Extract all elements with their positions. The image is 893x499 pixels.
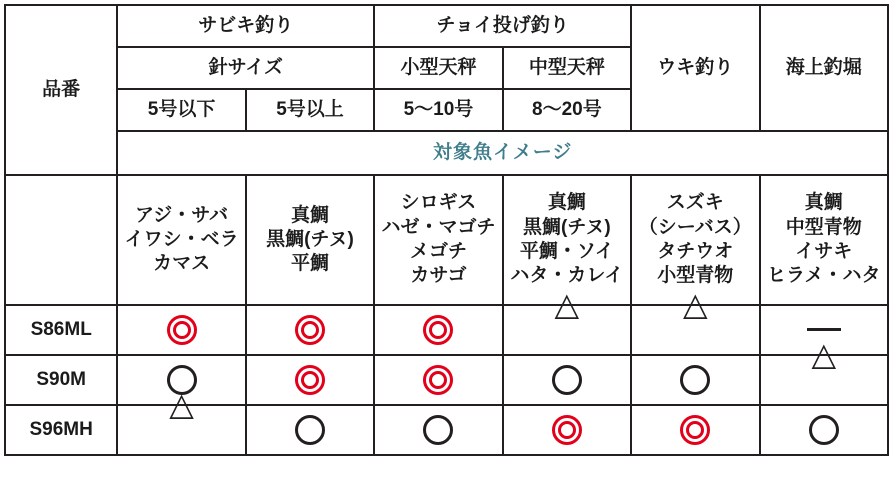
rating-double-circle-icon	[680, 415, 710, 445]
rating-cell	[374, 405, 502, 455]
rating-cell	[631, 355, 759, 405]
rating-dash-icon	[807, 328, 841, 331]
rating-triangle-icon	[678, 316, 712, 345]
fish-line: ハタ・カレイ	[510, 265, 624, 287]
fish-line: カサゴ	[410, 265, 467, 287]
rating-double-circle-icon	[167, 315, 197, 345]
rating-cell	[117, 305, 245, 355]
fish-line: ヒラメ・ハタ	[767, 265, 881, 287]
size-5-10go: 5〜10号	[374, 89, 502, 131]
rating-cell	[503, 405, 631, 455]
model-name-cell: S90M	[5, 355, 117, 405]
fish-line: 黒鯛(チヌ)	[523, 216, 611, 238]
rating-cell	[503, 355, 631, 405]
fish-line: （シーバス）	[638, 216, 752, 238]
table-row	[5, 405, 888, 455]
fish-line: 平鯛・ソイ	[519, 241, 614, 262]
corner-label-hinban: 品番	[5, 5, 117, 175]
corner-label-hinban-spacer	[5, 175, 117, 305]
fish-line: 小型青物	[657, 265, 734, 287]
rating-cell	[246, 305, 374, 355]
rating-cell	[246, 355, 374, 405]
rating-double-circle-icon	[423, 365, 453, 395]
model-name-cell: S96MH	[5, 405, 117, 455]
size-8-20go: 8〜20号	[503, 89, 631, 131]
fish-line: カマス	[153, 253, 211, 275]
fish-line: 真鯛	[291, 204, 330, 226]
rating-circle-icon	[423, 415, 453, 445]
fish-line: 中型青物	[785, 216, 862, 238]
size-5go-ika: 5号以下	[117, 89, 245, 131]
sub-kogata-tenbin: 小型天秤	[374, 47, 502, 89]
spec-comparison-sheet	[0, 4, 893, 499]
rating-cell	[631, 405, 759, 455]
group-uki: ウキ釣り	[631, 5, 759, 131]
fish-line: ハゼ・マゴチ	[381, 216, 496, 238]
fish-line: メゴチ	[409, 241, 467, 262]
fish-column-6	[760, 175, 889, 305]
rating-triangle-icon	[807, 366, 841, 395]
fish-column-2	[246, 175, 374, 305]
compatibility-table	[4, 4, 889, 456]
fish-line: 真鯛	[547, 192, 586, 214]
header-row-fish	[5, 175, 888, 305]
rating-cell	[246, 405, 374, 455]
rating-cell	[374, 355, 502, 405]
fish-line: イサキ	[795, 241, 853, 262]
fish-line: 平鯛	[291, 253, 330, 275]
rating-circle-icon	[552, 365, 582, 395]
rating-double-circle-icon	[423, 315, 453, 345]
rating-cell	[631, 305, 759, 355]
rating-cell	[117, 405, 245, 455]
rating-circle-icon	[809, 415, 839, 445]
fish-column-3	[374, 175, 502, 305]
rating-cell	[503, 305, 631, 355]
fish-line: シロギス	[400, 192, 477, 214]
rating-double-circle-icon	[295, 315, 325, 345]
fish-column-1	[117, 175, 245, 305]
sub-chugata-tenbin: 中型天秤	[503, 47, 631, 89]
rating-double-circle-icon	[295, 365, 325, 395]
rating-cell	[760, 355, 889, 405]
rating-cell	[760, 405, 889, 455]
rating-triangle-icon	[550, 316, 584, 345]
rating-triangle-icon	[165, 416, 199, 445]
table-row	[5, 305, 888, 355]
rating-cell	[374, 305, 502, 355]
target-fish-band-label: 対象魚イメージ	[117, 131, 888, 175]
rating-circle-icon	[680, 365, 710, 395]
rating-double-circle-icon	[552, 415, 582, 445]
group-kaijotsuribori: 海上釣堀	[760, 5, 889, 131]
model-name-cell: S86ML	[5, 305, 117, 355]
fish-line: タチウオ	[657, 241, 734, 262]
header-row-target-band	[5, 131, 888, 175]
fish-line: スズキ	[666, 192, 724, 214]
group-choinage: チョイ投げ釣り	[374, 5, 631, 47]
group-sabiki: サビキ釣り	[117, 5, 374, 47]
table-row	[5, 355, 888, 405]
header-row-groups	[5, 5, 888, 47]
fish-line: 黒鯛(チヌ)	[266, 228, 354, 250]
rating-circle-icon	[295, 415, 325, 445]
sub-harisize: 針サイズ	[117, 47, 374, 89]
fish-line: イワシ・ベラ	[124, 228, 239, 250]
fish-line: アジ・サバ	[135, 204, 229, 226]
size-5go-ijo: 5号以上	[246, 89, 374, 131]
fish-line: 真鯛	[804, 192, 843, 214]
